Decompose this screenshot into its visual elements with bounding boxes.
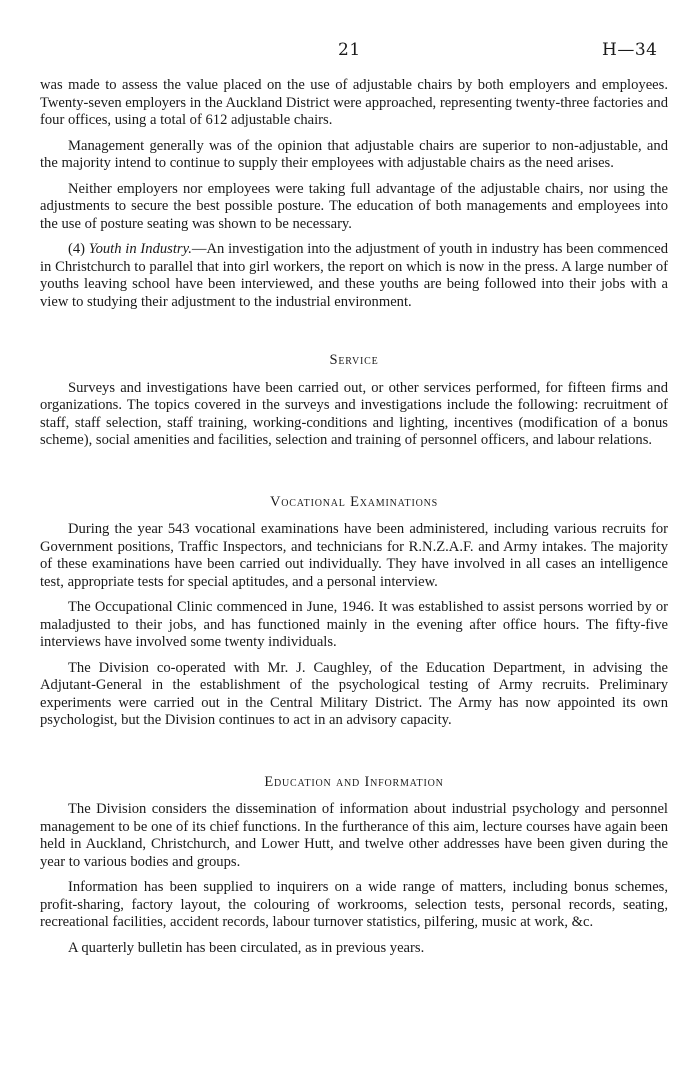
service-paragraph-1: Surveys and investigations have been carried out, or other services performed, for fifteen firms and organizations. The topics covered in the surveys and investigations include the following: recruitment of staff, staff selection, staff training, working-conditions and lighting, incentives (modification of a bonus scheme), social amenities and facilities, selection and training of personnel officers, and labour relations.	[40, 379, 668, 448]
body-text	[40, 77, 668, 965]
vocational-paragraph-2: The Occupational Clinic commenced in June, 1946. It was established to assist persons worried by or maladjusted to their jobs, and has functioned mainly in the evening after office hours. The fifty-five interviews have involved some twenty individuals.	[40, 599, 668, 650]
vocational-examinations-heading: Vocational Examinations	[269, 493, 438, 510]
service-heading: Service	[329, 352, 379, 368]
vocational-paragraph-1: During the year 543 vocational examinations have been administered, including various recruits for Government positions, Traffic Inspectors, and technicians for R.N.Z.A.F. and Army intakes. The majority of these examinations have been carried out individually. They have involved in all cases an intelligence test, appropriate tests for special aptitudes, and a personal interview.	[40, 521, 668, 590]
youth-item-title: Youth in Industry.	[88, 241, 192, 257]
youth-item-label: (4)	[68, 241, 89, 257]
youth-in-industry-paragraph	[40, 241, 668, 311]
education-paragraph-3: A quarterly bulletin has been circulated, as in previous years.	[68, 939, 425, 956]
intro-paragraph-3: Neither employers nor employees were taking full advantage of the adjustable chairs, nor using the adjustments to secure the best possible posture. The education of both managements and employees into the use of posture seating was shown to be necessary.	[40, 180, 668, 232]
education-information-heading: Education and Information	[264, 773, 444, 790]
education-paragraph-1: The Division considers the dissemination of information about industrial psychology and personnel management to be one of its chief functions. In the furtherance of this aim, lecture courses have again been held in Auckland, Christchurch, and Lower Hutt, and twelve other addresses have been given during the year to various bodies and groups.	[40, 801, 668, 870]
youth-item-text: —An investigation into the adjustment of youth in industry has been commenced in Christchurch to parallel that into girl workers, the report on which is now in the press. A large number of youths leaving school have been interviewed, and these youths are being followed into their jobs with a view to studying their adjustment to the industrial environment.	[40, 241, 668, 310]
intro-paragraph-2: Management generally was of the opinion that adjustable chairs are superior to non-adjustable, and the majority intend to continue to supply their employees with adjustable chairs as the need arises.	[40, 137, 668, 171]
vocational-paragraph-3: The Division co-operated with Mr. J. Caughley, of the Education Department, in advising the Adjutant-General in the establishment of the psychological testing of Army recruits. Preliminary experiments were carried out in the Central Military District. The Army has now appointed its own psychologist, but the Division continues to act in an advisory capacity.	[40, 659, 668, 728]
page-number: 21	[338, 40, 361, 60]
intro-paragraph-1: was made to assess the value placed on the use of adjustable chairs by both employers and employees. Twenty-seven employers in the Auckland District were approached, representing twenty-three factories and four offices, using a total of 612 adjustable chairs.	[40, 77, 668, 128]
education-paragraph-2: Information has been supplied to inquirers on a wide range of matters, including bonus schemes, profit-sharing, factory layout, the colouring of workrooms, selection tests, personal records, seating, recreational facilities, accident records, labour turnover statistics, pilfering, music at work, &c.	[40, 879, 668, 930]
document-reference: H—34	[602, 40, 658, 60]
